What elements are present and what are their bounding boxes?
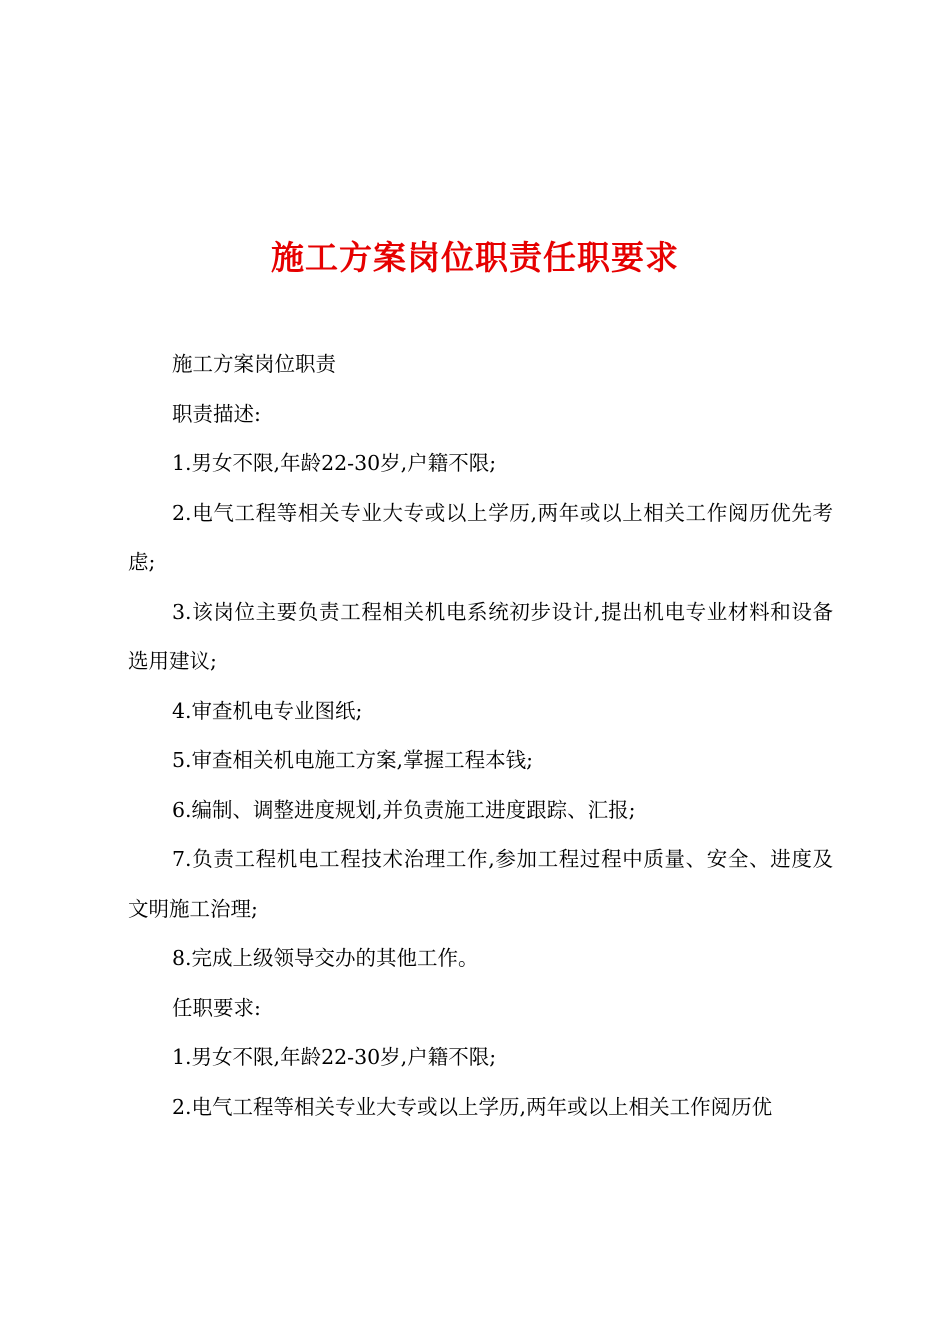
paragraph-duty-3: 3.该岗位主要负责工程相关机电系统初步设计,提出机电专业材料和设备选用建议; [128, 599, 833, 673]
paragraph-duty-5: 5.审查相关机电施工方案,掌握工程本钱; [172, 748, 533, 772]
paragraph-duty-1: 1.男女不限,年龄22-30岁,户籍不限; [172, 451, 497, 475]
paragraph-requirement-2: 2.电气工程等相关专业大专或以上学历,两年或以上相关工作阅历优 [172, 1094, 773, 1119]
paragraph-requirements-label: 任职要求: [172, 995, 261, 1020]
paragraph-section-heading: 施工方案岗位职责 [172, 352, 336, 376]
paragraph-duty-6: 6.编制、调整进度规划,并负责施工进度跟踪、汇报; [172, 797, 636, 822]
paragraph-duty-7: 7.负责工程机电工程技术治理工作,参加工程过程中质量、安全、进度及文明施工治理; [128, 847, 833, 921]
paragraph-duty-8: 8.完成上级领导交办的其他工作。 [172, 946, 479, 970]
paragraph-duties-label: 职责描述: [172, 401, 261, 426]
paragraph-duty-4: 4.审查机电专业图纸; [172, 698, 363, 723]
paragraph-duty-2: 2.电气工程等相关专业大专或以上学历,两年或以上相关工作阅历优先考虑; [128, 500, 833, 574]
document-title: 施工方案岗位职责任职要求 [271, 238, 679, 278]
document-body [128, 340, 833, 1132]
paragraph-requirement-1: 1.男女不限,年龄22-30岁,户籍不限; [172, 1045, 497, 1069]
